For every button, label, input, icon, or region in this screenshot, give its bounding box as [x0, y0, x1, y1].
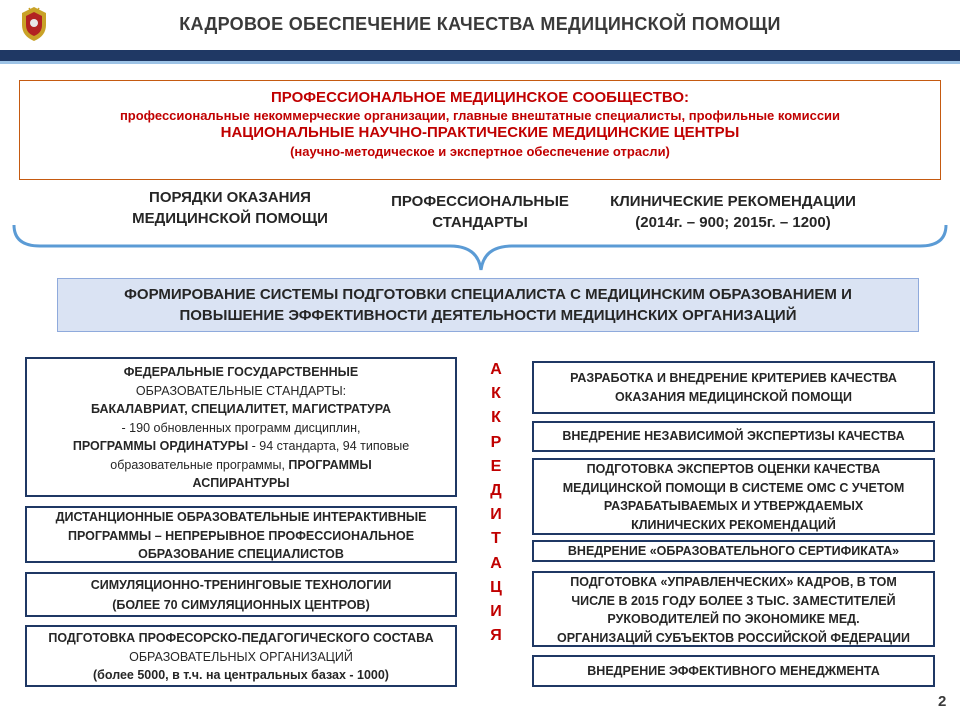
- accreditation-letter: Т: [491, 530, 501, 548]
- national-centers-heading: НАЦИОНАЛЬНЫЕ НАУЧНО-ПРАКТИЧЕСКИЕ МЕДИЦИНСКИЕ ЦЕНТРЫ: [220, 124, 740, 141]
- experts-line-3: РАЗРАБАТЫВАЕМЫХ И УТВЕРЖДАЕМЫХ: [603, 499, 864, 513]
- managers-line-4: ОРГАНИЗАЦИЙ СУБЪЕКТОВ РОССИЙСКОЙ ФЕДЕРАЦИИ: [556, 630, 911, 645]
- procedures-line-1: ПОРЯДКИ ОКАЗАНИЯ: [149, 189, 311, 206]
- management-line: ВНЕДРЕНИЕ ЭФФЕКТИВНОГО МЕНЕДЖМЕНТА: [587, 664, 880, 678]
- page-title: КАДРОВОЕ ОБЕСПЕЧЕНИЕ КАЧЕСТВА МЕДИЦИНСКОЙ ПОМОЩИ: [179, 14, 781, 34]
- accreditation-letter: А: [490, 361, 502, 378]
- certificate-line: ВНЕДРЕНИЕ «ОБРАЗОВАТЕЛЬНОГО СЕРТИФИКАТА»: [567, 544, 900, 558]
- accreditation-letter: Ц: [490, 578, 502, 596]
- simulation-box: [25, 572, 457, 617]
- typical-programs: образовательные программы,: [110, 457, 289, 472]
- experts-training-box: [532, 458, 935, 535]
- accreditation-letter: Е: [490, 457, 502, 475]
- accreditation-letter: Д: [490, 482, 502, 500]
- fgos-line-6: [27, 456, 455, 475]
- accreditation-vertical-label: [488, 358, 504, 648]
- management-personnel-box: [532, 571, 935, 647]
- fgos-line-4: - 190 обновленных программ дисциплин,: [121, 420, 361, 435]
- expertise-line: ВНЕДРЕНИЕ НЕЗАВИСИМОЙ ЭКСПЕРТИЗЫ КАЧЕСТВА: [562, 429, 905, 443]
- accreditation-letter: Я: [490, 627, 502, 645]
- recommendations-line-2: (2014г. – 900; 2015г. – 1200): [635, 214, 831, 231]
- independent-expertise-box: [532, 421, 935, 452]
- brace-connector: [0, 220, 960, 275]
- simulation-line-1: СИМУЛЯЦИОННО-ТРЕНИНГОВЫЕ ТЕХНОЛОГИИ: [90, 578, 392, 592]
- educational-certificate-box: [532, 540, 935, 562]
- fgos-line-2: ОБРАЗОВАТЕЛЬНЫЕ СТАНДАРТЫ:: [135, 383, 347, 398]
- main-goal-line-2: ПОВЫШЕНИЕ ЭФФЕКТИВНОСТИ ДЕЯТЕЛЬНОСТИ МЕДИЦИНСКИХ ОРГАНИЗАЦИЙ: [179, 307, 797, 324]
- criteria-line-2: ОКАЗАНИЯ МЕДИЦИНСКОЙ ПОМОЩИ: [615, 389, 852, 404]
- teaching-line-1: ПОДГОТОВКА ПРОФЕСОРСКО-ПЕДАГОГИЧЕСКОГО СОСТАВА: [48, 631, 434, 645]
- distance-programs-box: [25, 506, 457, 563]
- managers-line-1: ПОДГОТОВКА «УПРАВЛЕНЧЕСКИХ» КАДРОВ, В ТОМ: [570, 575, 897, 589]
- main-goal-line-1: ФОРМИРОВАНИЕ СИСТЕМЫ ПОДГОТОВКИ СПЕЦИАЛИСТА С МЕДИЦИНСКИМ ОБРАЗОВАНИЕМ И: [124, 286, 852, 303]
- accreditation-letter: Р: [490, 433, 502, 451]
- criteria-line-1: РАЗРАБОТКА И ВНЕДРЕНИЕ КРИТЕРИЕВ КАЧЕСТВА: [570, 371, 897, 385]
- fgos-line-7: АСПИРАНТУРЫ: [192, 476, 290, 490]
- header-bar-accent: [0, 61, 960, 64]
- fgos-box: [25, 357, 457, 497]
- accreditation-letter: К: [491, 409, 501, 427]
- distance-line-2: ПРОГРАММЫ – НЕПРЕРЫВНОЕ ПРОФЕССИОНАЛЬНОЕ: [67, 528, 415, 543]
- teaching-line-3: (более 5000, в т.ч. на центральных базах - 1000): [93, 668, 389, 682]
- accreditation-letter: А: [490, 554, 502, 572]
- experts-line-1: ПОДГОТОВКА ЭКСПЕРТОВ ОЦЕНКИ КАЧЕСТВА: [586, 462, 881, 476]
- teaching-line-2: ОБРАЗОВАТЕЛЬНЫХ ОРГАНИЗАЦИЙ: [129, 649, 353, 664]
- professional-community-box: [19, 80, 941, 180]
- national-centers-note: (научно-методическое и экспертное обеспечение отрасли): [290, 144, 670, 159]
- residency-programs: ПРОГРАММЫ ОРДИНАТУРЫ: [72, 439, 249, 453]
- header-bar: [0, 50, 960, 61]
- experts-line-4: КЛИНИЧЕСКИХ РЕКОМЕНДАЦИЙ: [631, 517, 836, 532]
- community-heading: ПРОФЕССИОНАЛЬНОЕ МЕДИЦИНСКОЕ СООБЩЕСТВО:: [271, 89, 689, 106]
- simulation-line-2: (БОЛЕЕ 70 СИМУЛЯЦИОННЫХ ЦЕНТРОВ): [112, 598, 370, 612]
- managers-line-3: РУКОВОДИТЕЛЕЙ ПО ЭКОНОМИКЕ МЕД.: [607, 612, 860, 626]
- managers-line-2: ЧИСЛЕ В 2015 ГОДУ БОЛЕЕ 3 ТЫС. ЗАМЕСТИТЕЛЕЙ: [571, 593, 896, 608]
- accreditation-letter: К: [491, 385, 501, 403]
- experts-line-2: МЕДИЦИНСКОЙ ПОМОЩИ В СИСТЕМЕ ОМС С УЧЕТОМ: [562, 480, 905, 495]
- distance-line-3: ОБРАЗОВАНИЕ СПЕЦИАЛИСТОВ: [138, 547, 344, 561]
- standards-line-1: ПРОФЕССИОНАЛЬНЫЕ: [391, 193, 569, 210]
- quality-criteria-box: [532, 361, 935, 414]
- standards-line-2: СТАНДАРТЫ: [432, 214, 528, 231]
- page-number: 2: [938, 693, 947, 710]
- coat-of-arms-icon: [18, 5, 50, 43]
- fgos-line-5: [27, 437, 455, 456]
- accreditation-letter: И: [490, 506, 502, 524]
- main-goal-box: [57, 278, 919, 332]
- community-members: профессиональные некоммерческие организации, главные внештатные специалисты, профильные комиссии: [119, 108, 841, 123]
- recommendations-line-1: КЛИНИЧЕСКИЕ РЕКОМЕНДАЦИИ: [610, 193, 856, 210]
- distance-line-1: ДИСТАНЦИОННЫЕ ОБРАЗОВАТЕЛЬНЫЕ ИНТЕРАКТИВНЫЕ: [55, 510, 427, 524]
- residency-count: - 94 стандарта, 94 типовые: [248, 439, 410, 453]
- fgos-line-1: ФЕДЕРАЛЬНЫЕ ГОСУДАРСТВЕННЫЕ: [123, 365, 359, 379]
- accreditation-letter: И: [490, 603, 502, 621]
- effective-management-box: [532, 655, 935, 687]
- procedures-line-2: МЕДИЦИНСКОЙ ПОМОЩИ: [132, 210, 328, 227]
- programs-label: ПРОГРАММЫ: [288, 457, 372, 472]
- fgos-line-3: БАКАЛАВРИАТ, СПЕЦИАЛИТЕТ, МАГИСТРАТУРА: [90, 402, 392, 416]
- teaching-staff-box: [25, 625, 457, 687]
